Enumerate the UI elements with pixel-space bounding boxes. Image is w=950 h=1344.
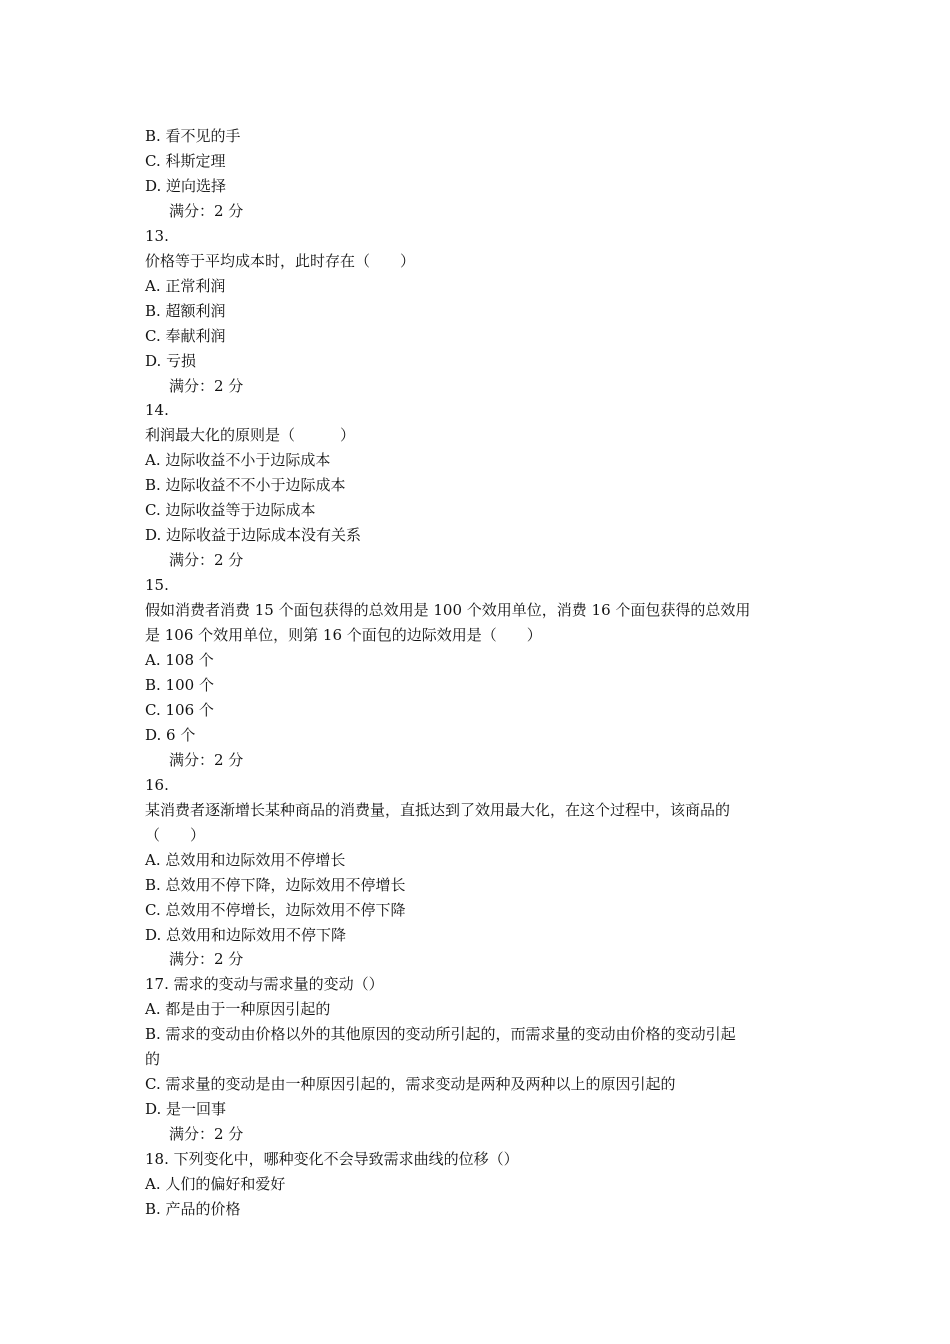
question-line: （ ） (145, 825, 206, 844)
option-line: A. 正常利润 (145, 276, 226, 295)
score-line: 满分：2 分 (169, 1125, 244, 1144)
option-line: A. 边际收益不小于边际成本 (145, 451, 331, 470)
option-line: B. 边际收益不不小于边际成本 (145, 476, 346, 495)
option-line: B. 100 个 (145, 675, 214, 694)
question-line: 17. 需求的变动与需求量的变动（） (145, 975, 384, 994)
option-line: D. 6 个 (145, 725, 196, 744)
question-list (145, 124, 810, 1222)
option-line: D. 亏损 (145, 351, 197, 370)
option-line: B. 产品的价格 (145, 1199, 241, 1218)
score-line: 满分：2 分 (169, 551, 244, 570)
number-line: 16. (145, 775, 169, 794)
question-line: 是 106 个效用单位，则第 16 个面包的边际效用是（ ） (145, 626, 542, 645)
option-line: B. 看不见的手 (145, 127, 241, 145)
option-line: B. 需求的变动由价格以外的其他原因的变动所引起的，而需求量的变动由价格的变动引起 (145, 1025, 736, 1044)
option-line: A. 人们的偏好和爱好 (145, 1175, 286, 1194)
option-line: C. 总效用不停增长，边际效用不停下降 (145, 900, 406, 919)
option-line: C. 需求量的变动是由一种原因引起的，需求变动是两种及两种以上的原因引起的 (145, 1075, 676, 1094)
option-line: C. 106 个 (145, 700, 214, 719)
option-line: B. 超额利润 (145, 301, 226, 320)
option-line: A. 108 个 (145, 651, 214, 670)
score-line: 满分：2 分 (169, 750, 244, 769)
option-line: C. 边际收益等于边际成本 (145, 501, 316, 520)
option-line: D. 边际收益于边际成本没有关系 (145, 526, 362, 545)
score-line: 满分：2 分 (169, 376, 244, 395)
score-line: 满分：2 分 (169, 201, 244, 220)
number-line: 15. (145, 576, 169, 595)
option-line: D. 总效用和边际效用不停下降 (145, 925, 347, 944)
option-line: C. 奉献利润 (145, 326, 226, 345)
question-line: 某消费者逐渐增长某种商品的消费量，直抵达到了效用最大化，在这个过程中，该商品的 (145, 800, 731, 819)
option-line: B. 总效用不停下降，边际效用不停增长 (145, 875, 406, 894)
number-line: 14. (145, 401, 169, 420)
question-line: 价格等于平均成本时，此时存在（ ） (145, 251, 416, 270)
option-line: 的 (145, 1050, 161, 1069)
option-line: A. 总效用和边际效用不停增长 (145, 850, 346, 869)
option-line: A. 都是由于一种原因引起的 (145, 1000, 331, 1019)
option-line: D. 是一回事 (145, 1100, 227, 1119)
score-line: 满分：2 分 (169, 950, 244, 969)
option-line: C. 科斯定理 (145, 151, 226, 170)
question-line: 利润最大化的原则是（ ） (145, 426, 356, 445)
option-line: D. 逆向选择 (145, 176, 227, 195)
question-line: 18. 下列变化中，哪种变化不会导致需求曲线的位移（） (145, 1150, 519, 1169)
question-line: 假如消费者消费 15 个面包获得的总效用是 100 个效用单位，消费 16 个面包获得的总效用 (145, 601, 751, 620)
number-line: 13. (145, 226, 169, 245)
